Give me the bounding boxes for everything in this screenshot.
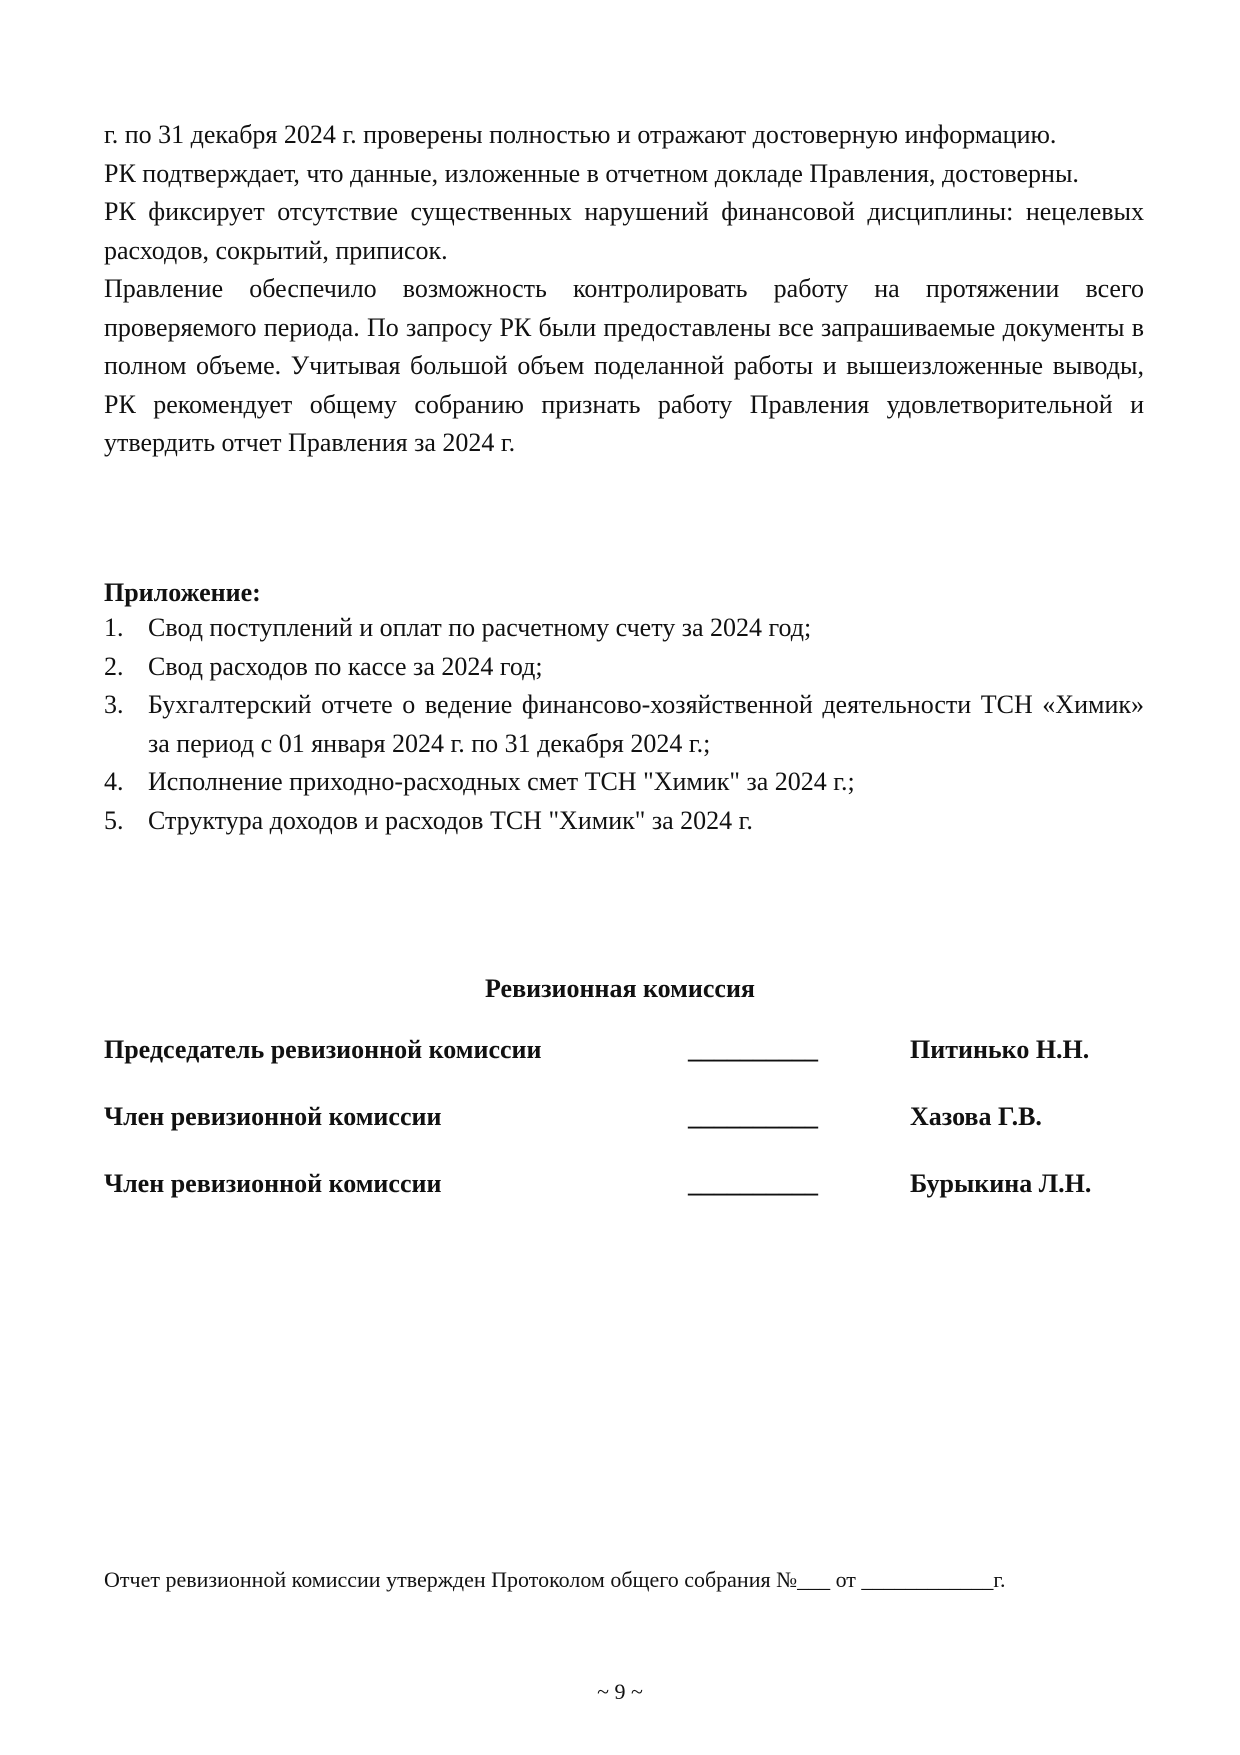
appendix-item xyxy=(104,609,1144,648)
signature-row-chairman xyxy=(104,1031,1144,1069)
signature-line: __________ xyxy=(688,1035,818,1064)
paragraph-report-confirmed: РК подтверждает, что данные, изложенные в отчетном докладе Правления, достоверны. xyxy=(104,158,1079,188)
appendix-item-text: Структура доходов и расходов ТСН "Химик" за 2024 г. xyxy=(148,805,753,835)
paragraph-verification: г. по 31 декабря 2024 г. проверены полностью и отражают достоверную информацию. xyxy=(104,120,1057,149)
appendix-item xyxy=(104,648,1144,687)
appendix-list xyxy=(104,609,1144,840)
signature-name: Бурыкина Л.Н. xyxy=(910,1169,1092,1198)
paragraph-no-violations: РК фиксирует отсутствие существенных нарушений финансовой дисциплины: нецелевых расходов, сокрытий, приписок. xyxy=(104,197,1144,265)
appendix-item-text: Свод поступлений и оплат по расчетному счету за 2024 год; xyxy=(148,613,812,642)
appendix-title: Приложение: xyxy=(104,578,261,607)
appendix-item xyxy=(104,686,1144,763)
signature-name: Питинько Н.Н. xyxy=(910,1035,1090,1064)
appendix-item-text: Бухгалтерский отчете о ведение финансово-хозяйственной деятельности ТСН «Химик» за период с 01 января 2024 г. по 31 декабря 2024 г.; xyxy=(148,690,1144,758)
approval-note: Отчет ревизионной комиссии утвержден Протоколом общего собрания №___ от ____________г. xyxy=(104,1567,1006,1592)
signature-role: Член ревизионной комиссии xyxy=(104,1169,442,1198)
signature-name: Хазова Г.В. xyxy=(910,1102,1042,1131)
signature-role: Председатель ревизионной комиссии xyxy=(104,1035,542,1064)
appendix-item xyxy=(104,763,1144,802)
appendix-item-number: 4. xyxy=(104,767,124,796)
appendix-item-text: Свод расходов по кассе за 2024 год; xyxy=(148,651,543,681)
page-number: ~ 9 ~ xyxy=(597,1679,643,1704)
appendix-item-number: 2. xyxy=(104,651,124,681)
signature-line: __________ xyxy=(688,1169,818,1198)
signature-row-member-2 xyxy=(104,1165,1144,1203)
appendix-item-number: 3. xyxy=(104,690,124,719)
report-body xyxy=(104,116,1144,463)
signature-line: __________ xyxy=(688,1102,818,1131)
appendix-item-text: Исполнение приходно-расходных смет ТСН "Химик" за 2024 г.; xyxy=(148,767,855,796)
signature-role: Член ревизионной комиссии xyxy=(104,1102,442,1131)
appendix-item-number: 5. xyxy=(104,805,124,835)
appendix-item-number: 1. xyxy=(104,613,124,642)
signature-row-member-1 xyxy=(104,1098,1144,1136)
appendix-item xyxy=(104,802,1144,841)
paragraph-recommendation: Правление обеспечило возможность контролировать работу на протяжении всего проверяемого периода. По запросу РК были предоставлены все запрашиваемые документы в полном объеме. Учитывая большой объем поделанной работы и вышеизложенные выводы, РК рекомендует общему собранию признать работу Правления удовлетворительной и утвердить отчет Правления за 2024 г. xyxy=(104,274,1144,457)
commission-title: Ревизионная комиссия xyxy=(484,974,756,1003)
